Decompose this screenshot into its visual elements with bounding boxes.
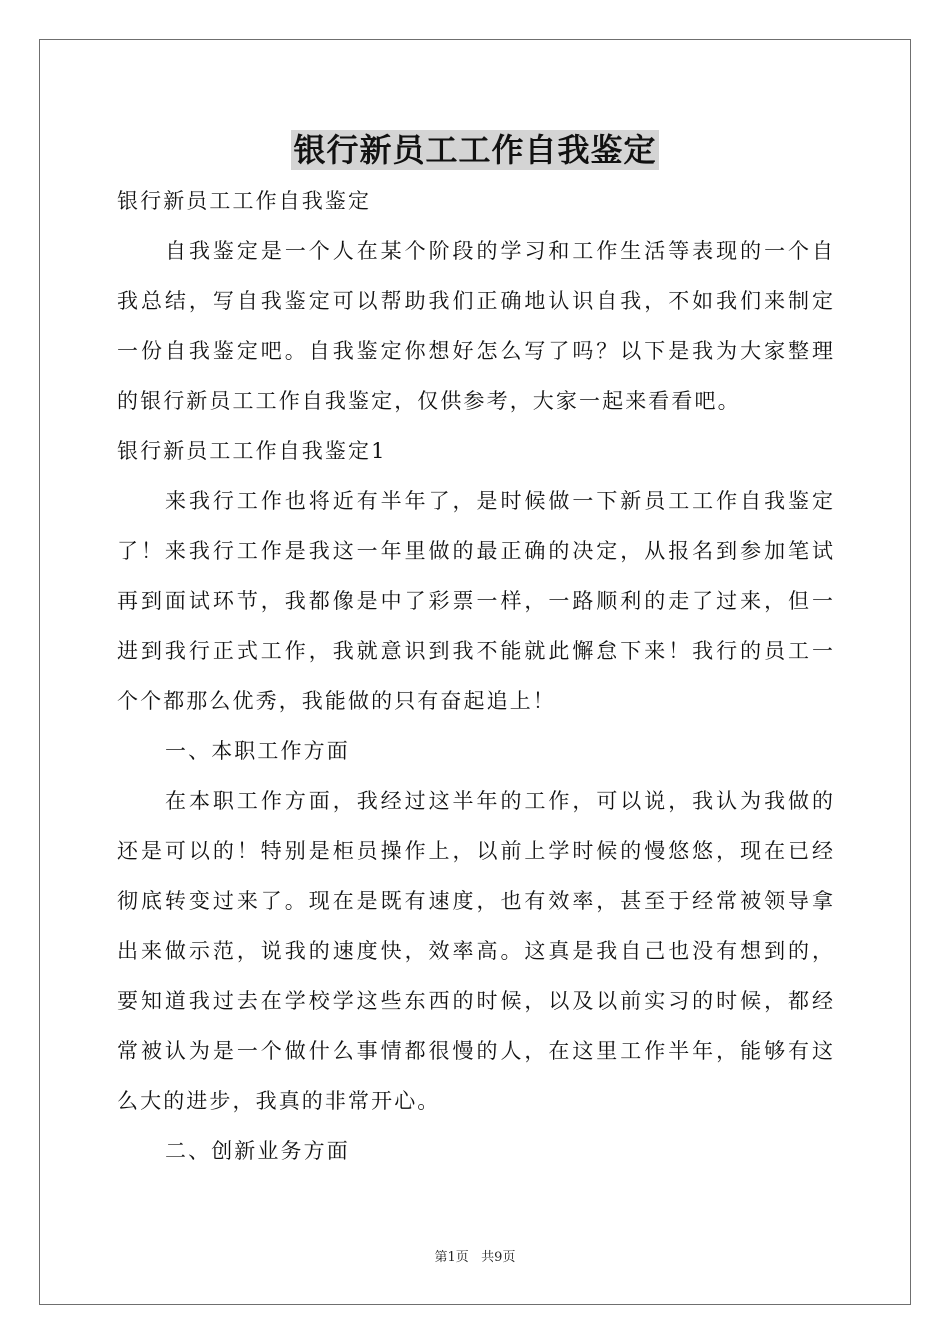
- document-title: 银行新员工工作自我鉴定: [293, 131, 657, 169]
- title-row: [117, 124, 833, 176]
- text-line: 要知道我过去在学校学这些东西的时候，以及以前实习的时候，都经: [117, 989, 833, 1013]
- document-body: [117, 124, 833, 1176]
- text-line: 还是可以的！特别是柜员操作上，以前上学时候的慢悠悠，现在已经: [117, 839, 833, 863]
- text-lines: [117, 176, 833, 1176]
- text-line: 我总结，写自我鉴定可以帮助我们正确地认识自我，不如我们来制定: [117, 289, 833, 313]
- text-line: 在本职工作方面，我经过这半年的工作，可以说，我认为我做的: [165, 789, 833, 813]
- text-line: 彻底转变过来了。现在是既有速度，也有效率，甚至于经常被领导拿: [117, 889, 833, 913]
- text-line: 再到面试环节，我都像是中了彩票一样，一路顺利的走了过来，但一: [117, 589, 833, 613]
- text-line: 进到我行正式工作，我就意识到我不能就此懈怠下来！我行的员工一: [117, 639, 833, 663]
- text-line: 一份自我鉴定吧。自我鉴定你想好怎么写了吗？以下是我为大家整理: [117, 339, 833, 363]
- text-line: 二、创新业务方面: [165, 1139, 350, 1163]
- text-line: 一、本职工作方面: [165, 739, 350, 763]
- text-line: 个个都那么优秀，我能做的只有奋起追上！: [117, 689, 556, 713]
- text-line: 银行新员工工作自我鉴定1: [117, 439, 387, 463]
- text-line: 银行新员工工作自我鉴定: [117, 189, 372, 213]
- text-line: 自我鉴定是一个人在某个阶段的学习和工作生活等表现的一个自: [165, 239, 833, 263]
- text-line: 的银行新员工工作自我鉴定，仅供参考，大家一起来看看吧。: [117, 389, 741, 413]
- text-line: 么大的进步，我真的非常开心。: [117, 1089, 441, 1113]
- text-line: 常被认为是一个做什么事情都很慢的人，在这里工作半年，能够有这: [117, 1039, 833, 1063]
- text-line: 出来做示范，说我的速度快，效率高。这真是我自己也没有想到的，: [117, 939, 833, 963]
- text-line: 了！来我行工作是我这一年里做的最正确的决定，从报名到参加笔试: [117, 539, 833, 563]
- text-line: 来我行工作也将近有半年了，是时候做一下新员工工作自我鉴定: [165, 489, 833, 513]
- page-footer: 第1页 共9页: [434, 1250, 516, 1265]
